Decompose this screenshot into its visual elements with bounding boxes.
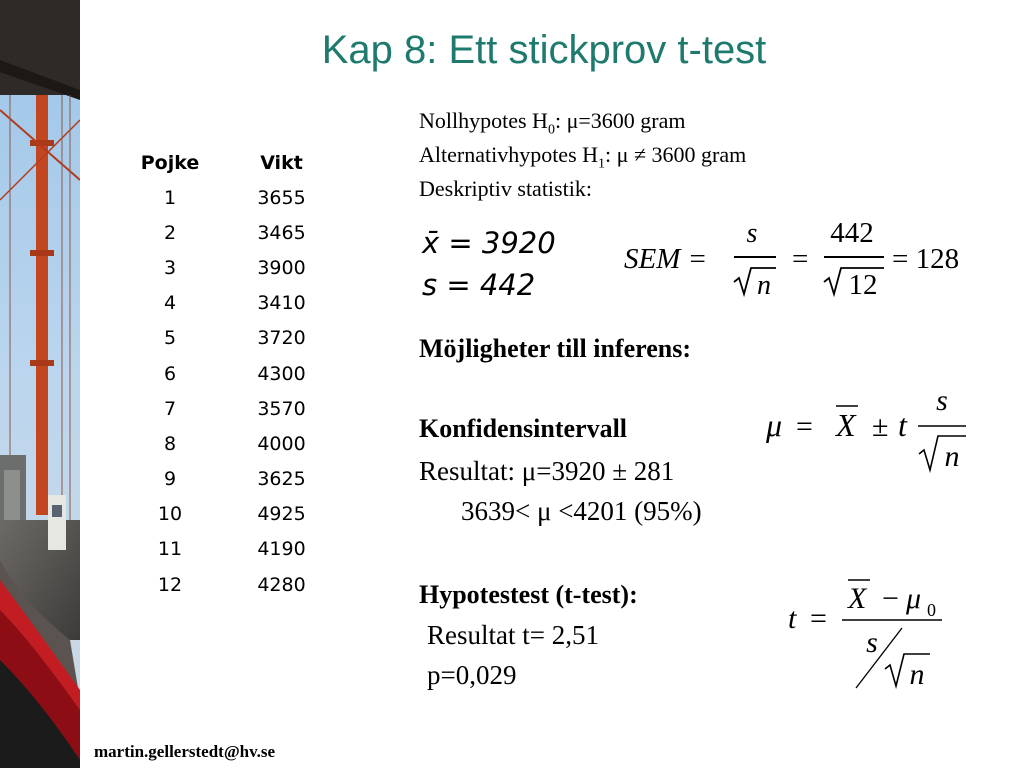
sem-formula <box>620 212 1000 302</box>
t-formula-t: t <box>788 602 797 635</box>
t-formula-mu: μ <box>906 582 922 615</box>
ci-formula-t: t <box>898 407 907 443</box>
t-formula-equals: = <box>810 602 827 635</box>
sem-numerator-s: s <box>746 218 758 249</box>
table-cell: 4000 <box>257 432 306 455</box>
table-cell: 10 <box>157 503 183 526</box>
sd-formula: s = 442 <box>422 268 536 302</box>
table-cell: 3 <box>163 256 177 279</box>
t-formula-s: s <box>866 626 878 659</box>
t-formula <box>784 570 954 694</box>
table-row <box>125 497 348 532</box>
ci-result: Resultat: μ=3920 ± 281 <box>419 456 675 486</box>
ci-formula-equals: = <box>796 410 813 443</box>
test-result-p: p=0,029 <box>427 660 517 690</box>
table-cell: 4 <box>163 292 177 315</box>
table-cell: 6 <box>163 362 177 385</box>
column-header-pojke: Pojke <box>140 152 200 174</box>
table-cell: 7 <box>163 397 177 420</box>
table-cell: 3410 <box>257 292 306 315</box>
null-hypothesis-suffix: : μ=3600 gram <box>554 108 686 133</box>
null-hypothesis-prefix: Nollhypotes H <box>419 108 548 133</box>
ci-interval: 3639< μ <4201 (95%) <box>461 496 702 526</box>
table-row <box>125 426 348 461</box>
table-row <box>125 180 348 215</box>
table-cell: 3900 <box>257 256 306 279</box>
table-row <box>125 321 348 356</box>
table-row <box>125 532 348 567</box>
table-cell: 4300 <box>257 362 306 385</box>
table-cell: 3655 <box>257 186 306 209</box>
ci-formula-mu: μ <box>766 407 783 443</box>
sem-denominator-value: 12 <box>848 269 878 301</box>
sem-denominator-n: n <box>757 270 771 301</box>
ci-formula-s: s <box>936 384 948 417</box>
table-cell: 5 <box>163 327 177 350</box>
table-cell: 8 <box>163 432 177 455</box>
table-cell: 9 <box>163 468 177 491</box>
t-formula-xbar: X <box>848 582 867 615</box>
ci-formula-xbar: X <box>836 407 856 443</box>
null-hypothesis <box>419 110 685 137</box>
table-row <box>125 215 348 250</box>
slide-title: Kap 8: Ett stickprov t-test <box>321 28 767 72</box>
mean-formula: x̄ = 3920 <box>422 226 556 260</box>
column-header-vikt: Vikt <box>260 152 303 174</box>
sem-numerator-value: 442 <box>830 217 874 249</box>
ci-formula-pm: ± <box>872 410 889 443</box>
table-cell: 12 <box>157 573 183 596</box>
footer-email: martin.gellerstedt@hv.se <box>94 742 276 761</box>
table-cell: 2 <box>163 221 177 244</box>
table-row <box>125 391 348 426</box>
table-cell: 3720 <box>257 327 306 350</box>
ci-formula-n: n <box>944 440 960 473</box>
table-row <box>125 250 348 285</box>
table-cell: 3625 <box>257 468 306 491</box>
alternative-hypothesis <box>419 144 746 171</box>
table-row <box>125 356 348 391</box>
alt-hypothesis-prefix: Alternativhypotes H <box>419 142 599 167</box>
table-cell: 3570 <box>257 397 306 420</box>
alt-hypothesis-subscript: 1 <box>598 156 606 172</box>
table-header-row <box>125 146 348 180</box>
table-cell: 4280 <box>257 573 306 596</box>
bridge-photo-strip <box>0 0 80 768</box>
table-cell: 4925 <box>257 503 306 526</box>
ci-formula <box>762 384 972 476</box>
t-formula-slash <box>856 628 902 688</box>
table-cell: 4190 <box>257 538 306 561</box>
ci-heading: Konfidensintervall <box>419 414 628 443</box>
table-row <box>125 286 348 321</box>
test-result-t: Resultat t= 2,51 <box>427 620 599 650</box>
table-cell: 3465 <box>257 221 306 244</box>
table-cell: 11 <box>157 538 183 561</box>
inference-heading: Möjligheter till inferens: <box>419 334 691 363</box>
sem-result: = 128 <box>892 243 960 275</box>
table-cell: 1 <box>163 186 177 209</box>
sem-lhs: SEM = <box>624 243 708 275</box>
sem-equals: = <box>792 243 809 275</box>
data-table <box>125 146 348 602</box>
test-heading: Hypotestest (t-test): <box>419 580 638 609</box>
descriptive-stats-label: Deskriptiv statistik: <box>419 176 592 201</box>
null-hypothesis-subscript: 0 <box>547 122 555 138</box>
t-formula-minus: − <box>882 582 899 615</box>
t-formula-n: n <box>909 658 925 691</box>
table-row <box>125 462 348 497</box>
alt-hypothesis-suffix: : μ ≠ 3600 gram <box>605 142 747 167</box>
t-formula-mu-subscript: 0 <box>927 600 936 620</box>
table-row <box>125 567 348 602</box>
